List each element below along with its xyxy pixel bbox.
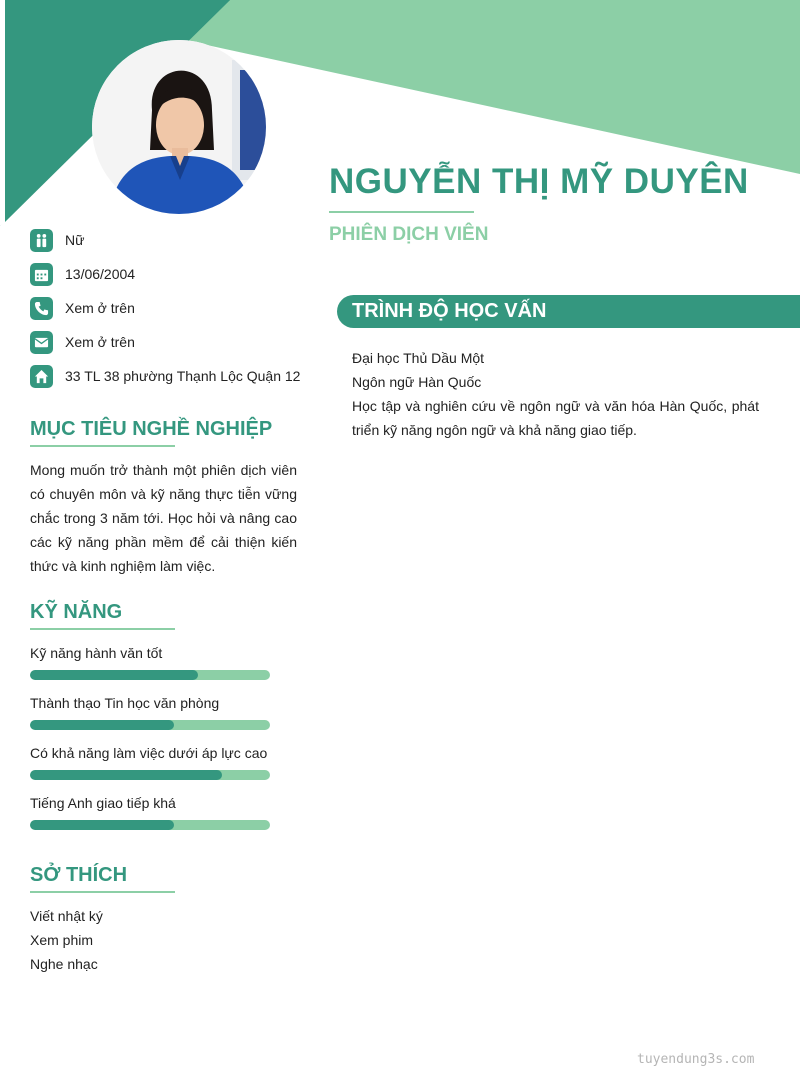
skills-title: KỸ NĂNG [30,601,123,623]
skill-bar-fill [30,770,222,780]
contact-phone [30,291,300,325]
skill-bar-fill [30,720,174,730]
skill-label: Tiếng Anh giao tiếp khá [30,795,176,811]
hobby-item: Nghe nhạc [30,956,98,972]
candidate-name: NGUYỄN THỊ MỸ DUYÊN [329,162,749,201]
gender-icon [30,229,53,252]
education-details [352,346,759,442]
contact-list [30,223,300,393]
skill-bar [30,670,270,680]
hobbies-underline [30,891,175,893]
email-icon [30,331,53,354]
skill-bar [30,820,270,830]
phone-icon [30,297,53,320]
skill-label: Có khả năng làm việc dưới áp lực cao [30,745,268,761]
home-icon [30,365,53,388]
avatar-illustration [92,40,266,214]
skill-bar-fill [30,670,198,680]
skill-label: Kỹ năng hành văn tốt [30,645,163,661]
education-description: Học tập và nghiên cứu về ngôn ngữ và văn hóa Hàn Quốc, phát triển kỹ năng ngôn ngữ và khả năng giao tiếp. [352,398,759,438]
contact-email-text: Xem ở trên [65,334,135,350]
name-underline [329,211,474,213]
contact-phone-text: Xem ở trên [65,300,135,316]
hobby-item: Viết nhật ký [30,908,103,924]
education-title: TRÌNH ĐỘ HỌC VẤN [352,300,547,322]
calendar-icon [30,263,53,286]
contact-gender-text: Nữ [65,232,85,248]
job-title: PHIÊN DỊCH VIÊN [329,224,489,245]
skill-bar [30,720,270,730]
hobbies-title: SỞ THÍCH [30,864,128,886]
contact-address-text: 33 TL 38 phường Thạnh Lộc Quận 12 [65,368,301,384]
hobbies-list [30,904,103,976]
objective-text: Mong muốn trở thành một phiên dịch viên có chuyên môn và kỹ năng thực tiễn vững chắc trong 3 năm tới. Học hỏi và nâng cao các kỹ năng phần mềm để cải thiện kiến thức và kinh nghiệm làm việc. [30,462,297,574]
objective-title: MỤC TIÊU NGHỀ NGHIỆP [30,418,273,440]
education-school: Đại học Thủ Dầu Một [352,350,485,366]
objective-underline [30,445,175,447]
watermark: tuyendung3s.com [637,1052,755,1067]
education-major: Ngôn ngữ Hàn Quốc [352,374,482,390]
avatar [92,40,266,214]
skill-bar [30,770,270,780]
contact-birthday [30,257,300,291]
hobby-item: Xem phim [30,932,94,948]
contact-email [30,325,300,359]
skills-underline [30,628,175,630]
skill-label: Thành thạo Tin học văn phòng [30,695,220,711]
contact-address [30,359,300,393]
contact-gender [30,223,300,257]
contact-birthday-text: 13/06/2004 [65,266,136,282]
skill-bar-fill [30,820,174,830]
